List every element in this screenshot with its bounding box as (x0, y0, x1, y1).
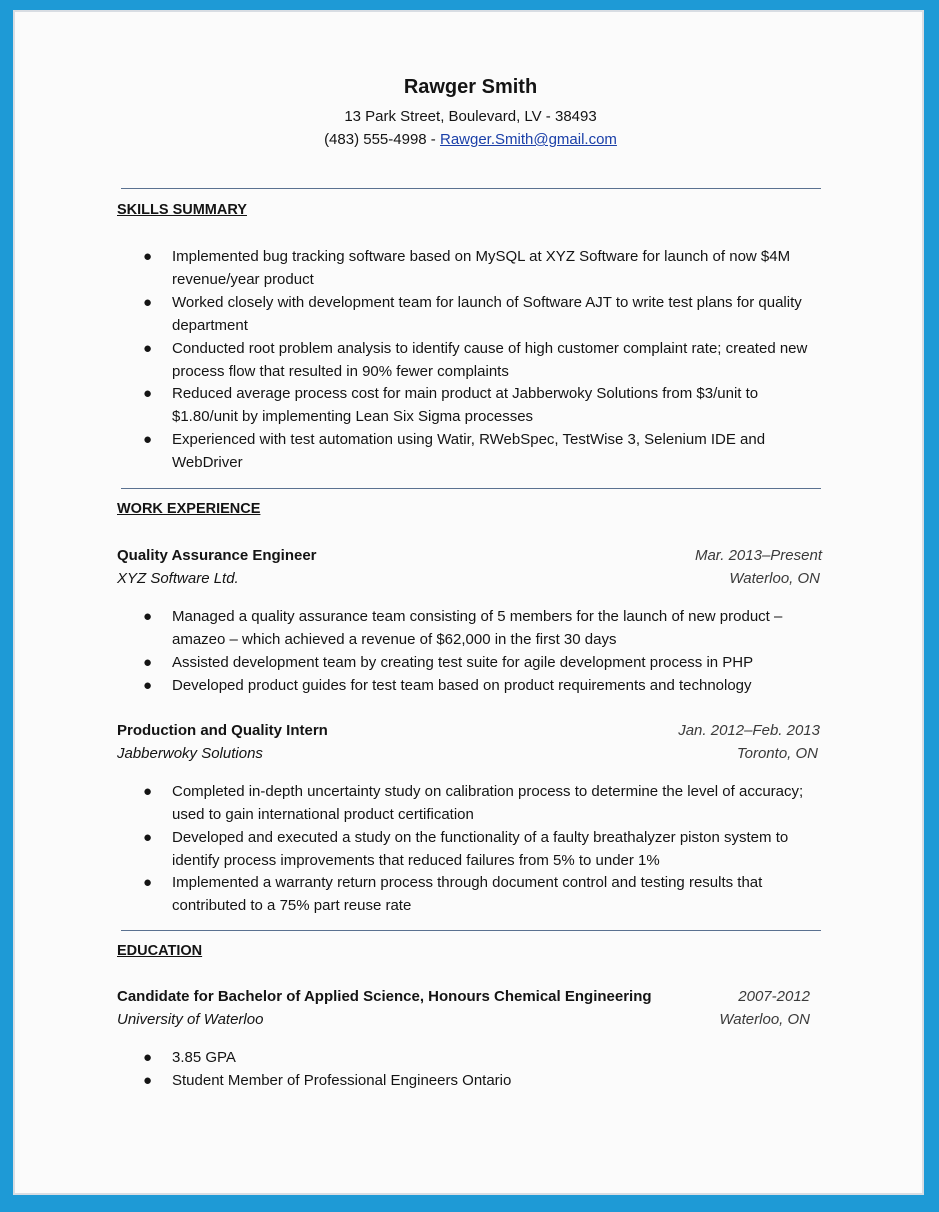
job-dates: Mar. 2013–Present (694, 547, 822, 564)
degree-title: Candidate for Bachelor of Applied Science, Honours Chemical Engineering (117, 988, 652, 1005)
list-item: Conducted root problem analysis to identify cause of high customer complaint rate; created new process flow that resulted in 90% fewer complaints (172, 340, 808, 380)
list-item: 3.85 GPA (172, 1049, 236, 1066)
bullet-icon: ● (143, 431, 153, 448)
list-item: Experienced with test automation using Watir, RWebSpec, TestWise 3, Selenium IDE and WebDriver (172, 431, 766, 471)
bullet-icon: ● (143, 1049, 153, 1066)
job-dates: Jan. 2012–Feb. 2013 (678, 722, 820, 739)
list-item: Managed a quality assurance team consisting of 5 members for the launch of new product – amazeo – which achieved a revenue of $62,000 in the first 30 days (172, 608, 783, 648)
school-name: University of Waterloo (117, 1011, 264, 1028)
bullet-icon: ● (143, 1072, 153, 1089)
company-name: XYZ Software Ltd. (117, 570, 239, 587)
list-item: Developed product guides for test team based on product requirements and technology (172, 677, 752, 694)
list-item: Assisted development team by creating test suite for agile development process in PHP (172, 654, 754, 671)
email-link[interactable]: Rawger.Smith@gmail.com (439, 131, 617, 148)
divider (121, 488, 821, 489)
job-title: Production and Quality Intern (117, 722, 328, 739)
bullet-icon: ● (143, 385, 153, 402)
work-experience-heading: WORK EXPERIENCE (117, 501, 261, 517)
resume-page (13, 10, 924, 1195)
list-item: Implemented bug tracking software based on MySQL at XYZ Software for launch of now $4M revenue/year product (172, 248, 791, 288)
job-location: Toronto, ON (736, 745, 818, 762)
bullet-icon: ● (143, 874, 153, 891)
contact-line (15, 131, 926, 148)
bullet-icon: ● (143, 608, 153, 625)
list-item: Worked closely with development team for launch of Software AJT to write test plans for quality department (172, 294, 802, 334)
phone: (483) 555-4998 (324, 131, 427, 148)
bullet-icon: ● (143, 340, 153, 357)
candidate-name: Rawger Smith (403, 76, 538, 98)
bullet-icon: ● (143, 248, 153, 265)
skills-summary-heading: SKILLS SUMMARY (117, 202, 247, 218)
list-item: Developed and executed a study on the functionality of a faulty breathalyzer piston system to identify process improvements that reduced failures from 5% to under 1% (172, 829, 789, 869)
school-location: Waterloo, ON (719, 1011, 810, 1028)
list-item: Completed in-depth uncertainty study on calibration process to determine the level of accuracy; used to gain international product certification (172, 783, 804, 823)
contact-separator: - (426, 131, 440, 148)
list-item: Implemented a warranty return process through document control and testing results that contributed to a 75% part reuse rate (172, 874, 763, 914)
company-name: Jabberwoky Solutions (117, 745, 263, 762)
education-dates: 2007-2012 (738, 988, 810, 1005)
list-item: Student Member of Professional Engineers Ontario (172, 1072, 512, 1089)
divider (121, 188, 821, 189)
bullet-icon: ● (143, 677, 153, 694)
bullet-icon: ● (143, 783, 153, 800)
bullet-icon: ● (143, 654, 153, 671)
bullet-icon: ● (143, 294, 153, 311)
bullet-icon: ● (143, 829, 153, 846)
list-item: Reduced average process cost for main product at Jabberwoky Solutions from $3/unit to $1.80/unit by implementing Lean Six Sigma processes (172, 385, 759, 425)
job-location: Waterloo, ON (729, 570, 820, 587)
job-title: Quality Assurance Engineer (117, 547, 317, 564)
education-heading: EDUCATION (117, 943, 203, 959)
divider (121, 930, 821, 931)
address: 13 Park Street, Boulevard, LV - 38493 (344, 108, 597, 125)
